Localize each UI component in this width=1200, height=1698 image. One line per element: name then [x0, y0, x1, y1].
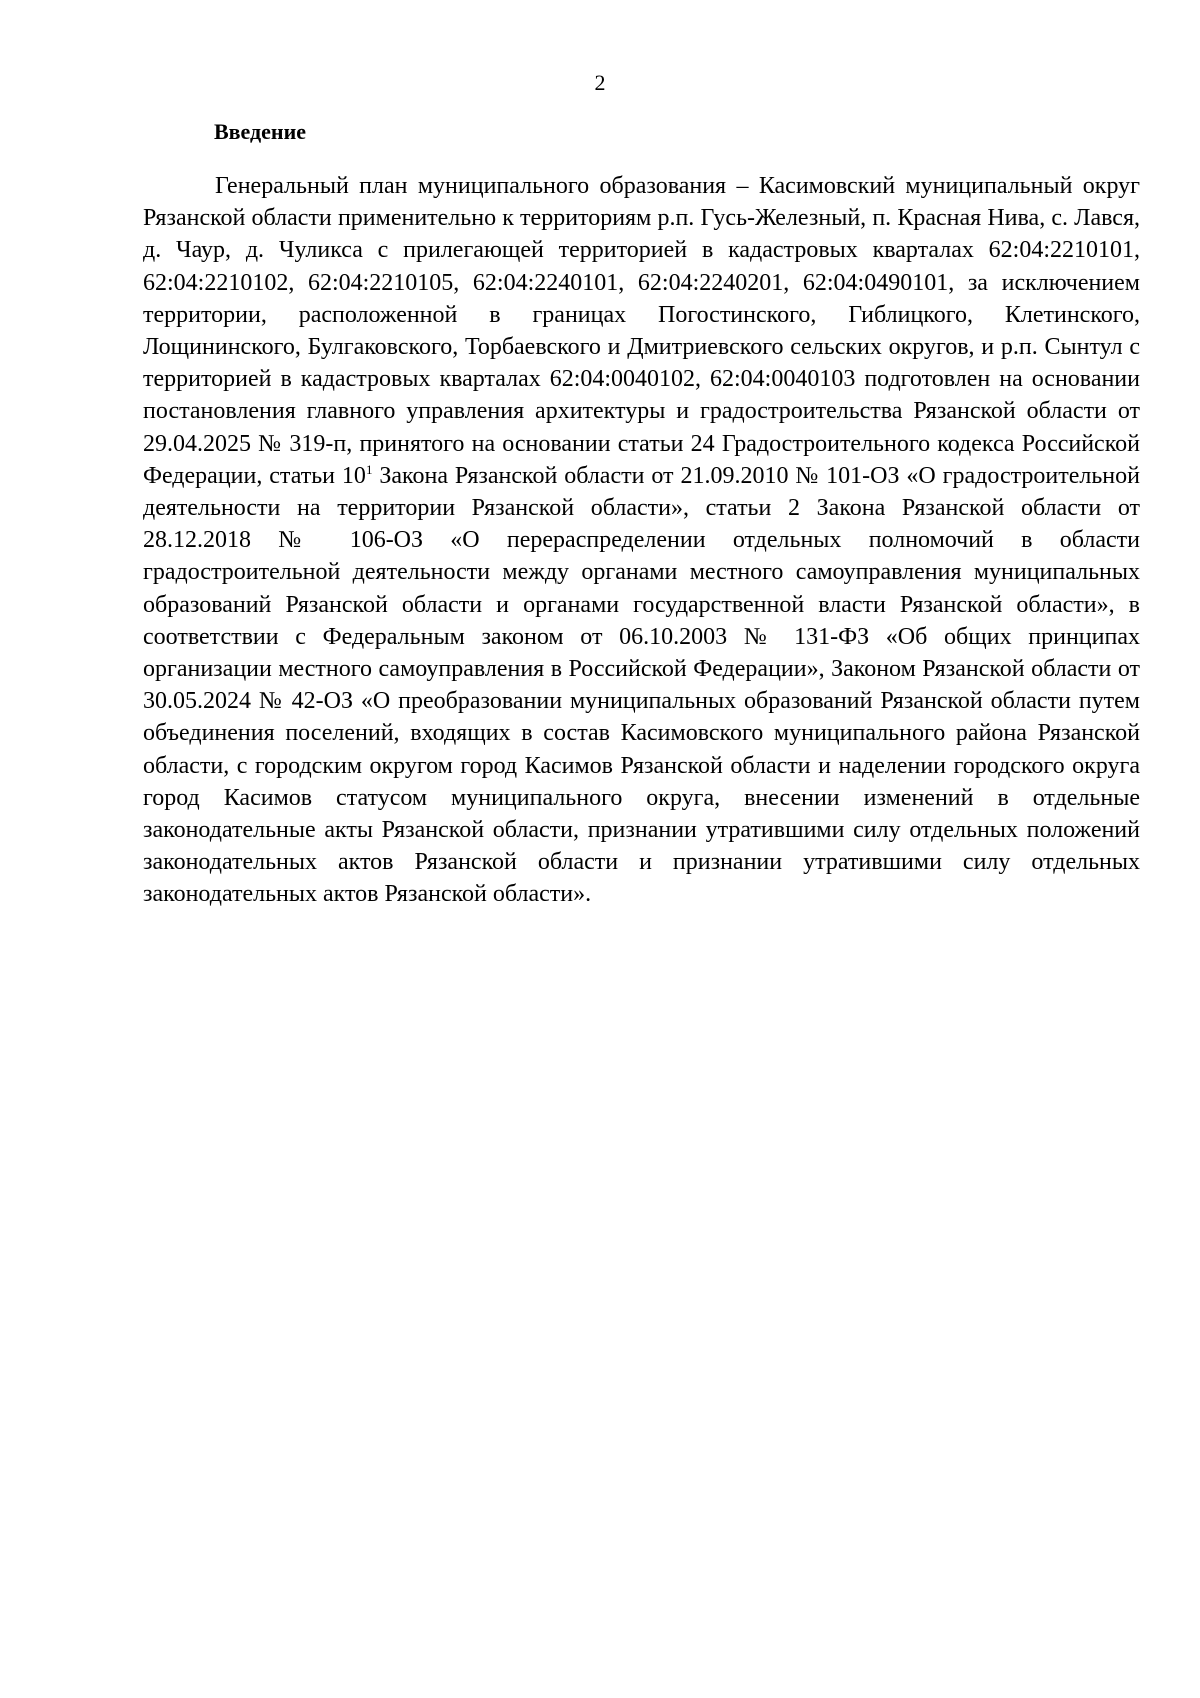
page-number: 2: [594, 70, 606, 95]
article-superscript: 1: [365, 461, 373, 477]
paragraph-text-part-2: Закона Рязанской области от 21.09.2010 № 101-ОЗ «О градостроительной деятельности на территории Рязанской области», статьи 2 Закона Рязанской области от 28.12.2018 № 106-ОЗ «О перераспределении отдельных полномочий в области градостроительной деятельности между органами местного самоуправления муниципальных образований Рязанской области и органами государственной власти Рязанской области», в соответствии с Федеральным законом от 06.10.2003 № 131-ФЗ «Об общих принципах организации местного самоуправления в Российской Федерации», Законом Рязанской области от 30.05.2024 № 42-ОЗ «О преобразовании муниципальных образований Рязанской области путем объединения поселений, входящих в состав Касимовского муниципального района Рязанской области, с городским округом город Касимов Рязанской области и наделении городского округа город Касимов статусом муниципального округа, внесении изменений в отдельные законодательные акты Рязанской области, признании утратившими силу отдельных положений законодательных актов Рязанской области и признании утратившими силу отдельных законодательных актов Рязанской области».: [143, 462, 1140, 908]
body-paragraph: [143, 170, 1140, 911]
section-heading: Введение: [214, 119, 307, 144]
paragraph-text-part-1: Генеральный план муниципального образования – Касимовский муниципальный округ Рязанской области применительно к территориям р.п. Гусь-Железный, п. Красная Нива, с. Лався, д. Чаур, д. Чуликса с прилегающей территорией в кадастровых кварталах 62:04:2210101, 62:04:2210102, 62:04:2210105, 62:04:2240101, 62:04:2240201, 62:04:0490101, за исключением территории, расположенной в границах Погостинского, Гиблицкого, Клетинского, Лощининского, Булгаковского, Торбаевского и Дмитриевского сельских округов, и р.п. Сынтул с территорией в кадастровых кварталах 62:04:0040102, 62:04:0040103 подготовлен на основании постановления главного управления архитектуры и градостроительства Рязанской области от 29.04.2025 № 319-п, принятого на основании статьи 24 Градостроительного кодекса Российской Федерации, статьи 10: [143, 173, 1140, 489]
